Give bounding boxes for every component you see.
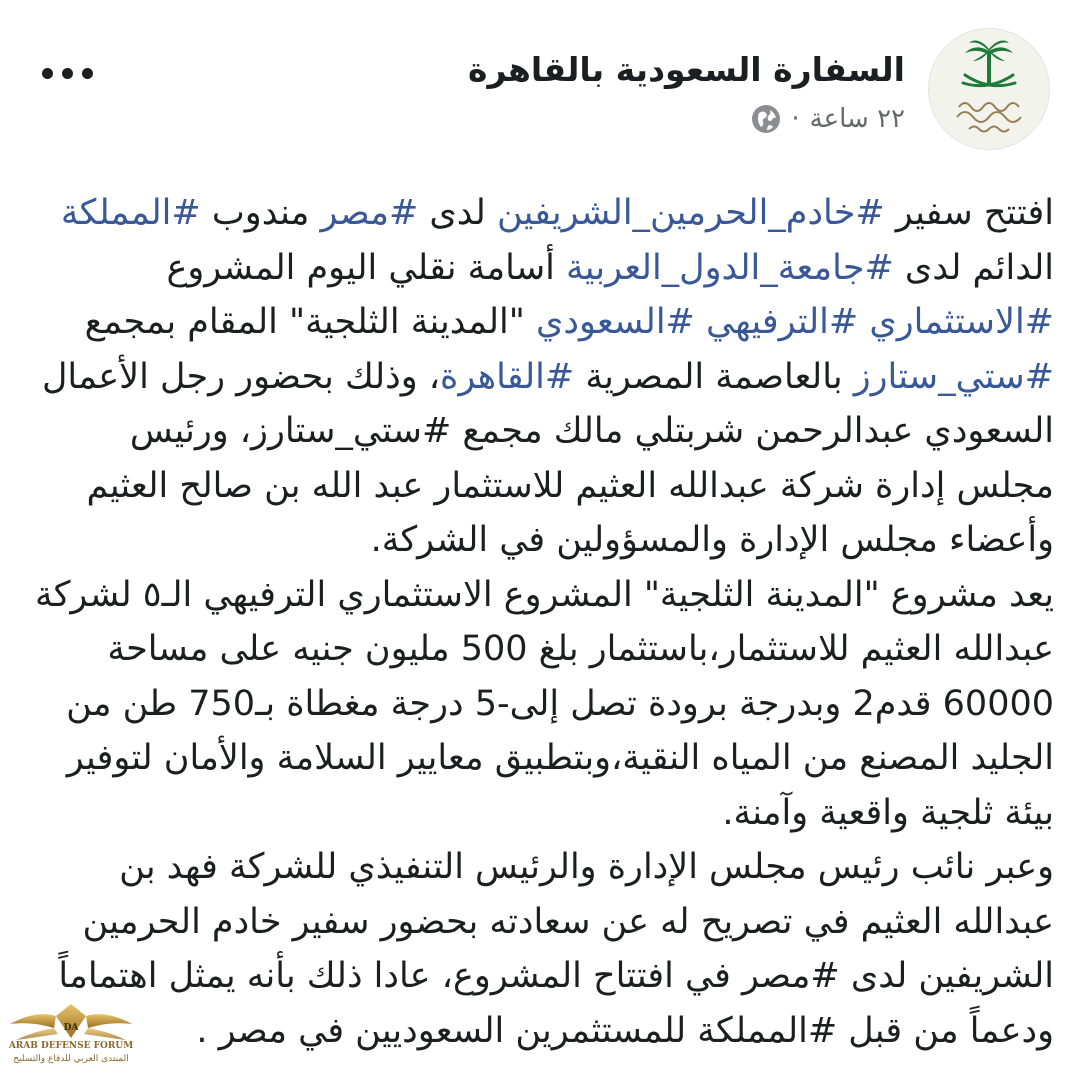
post-text <box>30 186 1054 1058</box>
post-text-segment: الدائم لدى <box>893 247 1054 288</box>
dot <box>82 68 93 79</box>
post-text-segment: أسامة نقلي اليوم المشروع <box>166 247 567 288</box>
avatar[interactable] <box>928 28 1050 150</box>
hashtag-link[interactable]: #ستي_ستارز <box>853 356 1054 397</box>
svg-text:DA: DA <box>63 1023 79 1033</box>
hashtag-link[interactable]: #مصر <box>320 193 419 233</box>
hashtag-link[interactable]: #الترفيهي <box>706 302 859 342</box>
post-meta <box>751 104 905 134</box>
timestamp[interactable]: ٢٢ ساعة <box>809 104 905 134</box>
post-text-segment: لدى <box>418 193 497 233</box>
post-text-segment: بالعاصمة المصرية <box>574 356 854 397</box>
hashtag-link[interactable]: #خادم_الحرمين_الشريفين <box>496 193 885 233</box>
post-header <box>0 0 1080 170</box>
post-text-segment: "المدينة الثلجية" المقام بمجمع <box>84 302 536 342</box>
hashtag-link[interactable]: #الاستثماري <box>869 302 1054 342</box>
saudi-emblem-icon <box>929 29 1049 149</box>
hashtag-link[interactable]: #جامعة_الدول_العربية <box>566 247 894 288</box>
post-text-segment: ، وذلك بحضور رجل الأعمال السعودي عبدالرحمن شربتلي مالك مجمع #ستي_ستارز، ورئيس مجلس إدارة شركة عبدالله العثيم للاستثمار عبد الله بن صالح العثيم وأعضاء مجلس الإدارة والمسؤولين في الشركة. <box>41 356 1054 560</box>
post-paragraph-3: وعبر نائب رئيس مجلس الإدارة والرئيس التنفيذي للشركة فهد بن عبدالله العثيم في تصريح له عن سعادته بحضور سفير خادم الحرمين الشريفين لدى #مصر في افتتاح المشروع، عادا ذلك بأنه يمثل اهتماماً ودعماً من قبل #المملكة للمستثمرين السعوديين في مصر . <box>58 847 1054 1051</box>
post-paragraph-2: يعد مشروع "المدينة الثلجية" المشروع الاستثماري الترفيهي الـ٥ لشركة عبدالله العثيم للاستثمار،باستثمار بلغ 500 مليون جنيه على مساحة 60000 قدم2 وبدرجة برودة تصل إلى-5 درجة مغطاة بـ750 طن من الجليد المصنع من المياه النقية،وبتطبيق معايير السلامة والأمان لتوفير بيئة ثلجية واقعية وآمنة. <box>34 574 1054 833</box>
meta-separator: · <box>791 104 800 134</box>
post-text-segment: مندوب <box>200 193 321 233</box>
watermark-arabic: المنتدى العربي للدفاع والتسليح <box>13 1054 129 1064</box>
watermark <box>6 994 136 1074</box>
dot <box>42 68 53 79</box>
hashtag-link[interactable]: #السعودي <box>535 302 695 342</box>
hashtag-link[interactable]: #القاهرة <box>440 356 575 397</box>
post-paragraph-1 <box>30 186 1054 568</box>
watermark-english: ARAB DEFENSE FORUM <box>8 1041 134 1051</box>
post-text-segment: افتتح سفير <box>884 193 1054 233</box>
post-text-segment <box>858 302 869 342</box>
hashtag-link[interactable]: #المملكة <box>60 193 201 233</box>
page-name[interactable]: السفارة السعودية بالقاهرة <box>467 50 905 89</box>
dot <box>62 68 73 79</box>
globe-icon <box>751 104 781 134</box>
post-text-segment <box>695 302 706 342</box>
more-options-button[interactable] <box>38 60 97 87</box>
